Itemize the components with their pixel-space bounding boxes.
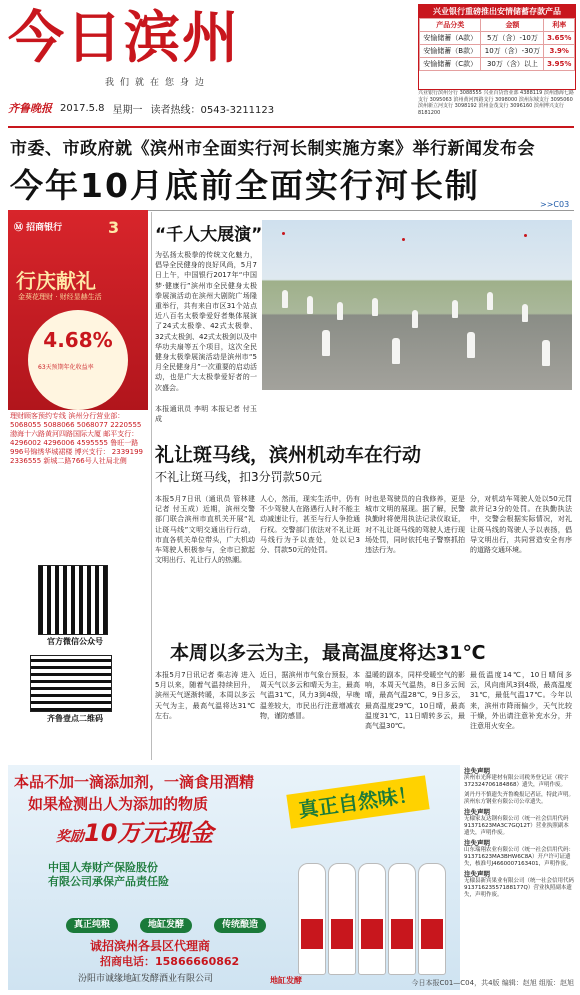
story1-credit: 本报通讯员 李明 本报记者 付玉成 [155,405,257,424]
notice-text: 山东瑞翔农业有限公司（统一社会信用代码：91371623MA3BHW6C8A）开户许可证遗失，核准号J4660007163401，声明作废。 [464,847,574,867]
feature-pill: 传统酿造 [214,918,266,933]
story3-col4: 最低温度14℃，10日晴间多云，风向南风3到4级，最高温度31℃，最低气温17℃。今年以来，滨州市降雨偏少，天气比较干燥，外出请注意补充水分，并注意用火安全。 [470,671,572,731]
notice-text: 滨州市光辉建材有限公司税务登记证（税字372324706184868）遗失，声明作废。 [464,775,569,788]
rate-ad-title: 兴业银行重磅推出安情储蓄存款产品 [419,5,575,18]
agent-recruit: 诚招滨州各县区代理商 [90,939,211,953]
story3-title: 本周以多云为主，最高温度将达31℃ [170,642,486,664]
liquor-bottle-icon [358,863,386,975]
story2-col2: 人心，然而，现实生活中，仍有不少驾驶人在路遇行人时不能主动减速让行，甚至与行人争抢通行权。交警部门依法对不礼让斑马线行为予以查处，处以记3分、罚款50元的处罚。 [260,495,360,555]
rate-header-rate: 利率 [544,19,575,32]
column-divider [151,212,152,760]
story2-col4: 分，对机动车驾驶人处以50元罚款并记3分的处罚。在执勤执法中，交警会根据实际情况，对礼让斑马线的驾驶人予以表扬，倡导文明出行，共同营造安全有序的道路交通环境。 [470,495,572,555]
anniversary-badge: 3 [108,218,120,237]
rate-row [420,45,575,58]
liquor-maker: 汾阳市诚缘地缸发酵酒业有限公司 [78,974,214,984]
feature-pill: 地缸发酵 [140,918,192,933]
rate-amount: 30万（含）以上 [481,58,544,71]
notice-text: 无棣县新宾果业有限公司（统一社会信用代码91371623557188177Q）营业执照副本遗失，声明作废。 [464,878,574,898]
performer-figure [542,340,550,366]
story3-col1: 本报5月7日讯记者 柴志涛 进入5月以来，随着气温持续回升，滨州天气逐渐转暖，本周以多云天气为主，最高气温将达31℃左右。 [155,671,255,720]
liquor-ad [8,765,460,990]
issue-weekday: 星期一 [112,104,143,116]
natural-taste-banner: 真正自然味！ [286,775,429,828]
rate-table [419,18,575,71]
bank-ad-title: 行庆献礼 [16,269,96,293]
performer-figure [487,292,493,310]
rate-value: 3.95% [544,58,575,71]
story3-col3: 温暖的副本，同样受暖空气的影响，本周天气温热，8日多云间晴，最高气温28℃，9日多云，最高温度29℃，10日晴，最高温度31℃，11日晴转多云，最高气温30℃。 [365,671,465,731]
bank-logo-icon: Ⓜ [14,223,27,233]
bank-ad-contacts: 理财顾客预约专线 滨州分行营业部： 5068055 5088066 5068077 2220555 渤海十六路黄河四路国际大厦 邮平支行： 4296002 4296006 4595555 鲁旺一路996号锦绣华城裙楼 博兴支行： 2339199 2336555 新城二路766号人社局北侧 [10,412,143,465]
performer-figure [372,298,378,316]
insurer-line1: 中国人寿财产保险股份 [48,861,158,874]
bottle-label [421,919,443,949]
bottle-label [331,919,353,949]
lead-kicker: 市委、市政府就《滨州市全面实行河长制实施方案》举行新闻发布会 [10,139,535,159]
performer-figure [467,332,475,358]
tai-chi-photo [262,220,572,390]
bottle-label [361,919,383,949]
liquor-bottle-icon [298,863,326,975]
liquor-ad-line2: 如果检测出人为添加的物质 [28,795,209,813]
rate-header-amount: 金额 [481,19,544,32]
rate-value: 3.65% [544,32,575,45]
story1-body: 为弘扬太极拳的传统文化魅力，倡导全民健身的良好风尚，5月7日上午，中国银行2017年“中国梦·健康行”滨州市全民健身太极拳展演活动在滨州大剧院广场隆重举行，共有来自市区31个站点近八百名太极拳爱好者集体展演了24式太极拳、42式太极拳、32式太极剑、42式太极剑以及中华功夫扇等五个项目，这次全民健身太极拳展演活动是滨州市“5月全民健身月”一次重要的启动活动，也是广大太极拳爱好者的一次盛会。 [155,251,257,392]
notice-text: 无棣家友达钢有限公司（统一社会信用代码91371623MA3C7GQ12T）营业执照副本遗失，声明作废。 [464,816,569,836]
feature-pill: 真正纯粮 [66,918,118,933]
story2-subtitle: 不礼让斑马线，扣3分罚款50元 [155,470,322,484]
performer-figure [412,310,418,328]
bottle-label-text: 地缸发酵 [270,976,302,985]
page-footer: 今日本报C01—C04，共4版 编辑：赵旭 组版：赵旭 [411,979,574,987]
rate-header-product: 产品分类 [420,19,481,32]
story1-title: “千人大展演” [155,225,263,245]
lantern-icon [282,232,285,235]
story2-title: 礼让斑马线，滨州机动车在行动 [155,444,422,466]
lantern-icon [402,238,405,241]
performer-figure [392,338,400,364]
insurer-line2: 有限公司承保产品责任险 [48,875,169,888]
story3-col2: 近日，据滨州市气象台预报，本周天气以多云和晴天为主，最高气温31℃，风力3到4级，早晚温差较大，市民出行注意增减衣物，谨防感冒。 [260,671,360,720]
rate-row [420,58,575,71]
performer-figure [337,302,343,320]
prize-prefix: 奖励 [56,829,84,845]
bottle-label [391,919,413,949]
bank-ad [8,210,148,410]
story2-col3: 时也是驾驶员的自我修养，更是城市文明的展现。据了解，民警执勤时将使用执法记录仪取证，对不礼让斑马线的驾驶人进行现场处罚，同时依托电子警察抓拍违法行为。 [365,495,465,555]
performer-figure [452,300,458,318]
liquor-ad-line1: 本品不加一滴添加剂，一滴食用酒精 [14,773,255,791]
rate-value: 3.9% [544,45,575,58]
liquor-bottle-icon [388,863,416,975]
bank-ad-rate-note: 63天预期年化收益率 [38,364,94,371]
performer-figure [282,290,288,308]
lead-jump-link[interactable]: >>C03 [540,200,570,209]
lead-headline: 今年10月底前全面实行河长制 [10,166,480,205]
agent-phone: 招商电话：15866660862 [100,955,240,968]
qilu-qr-caption: 齐鲁壹点二维码 [47,714,103,723]
rate-product: 安愉储蓄（C款） [420,58,481,71]
story2-col1: 本报5月7日讯（通讯员 管林建 记者 付玉成）近期，滨州交警部门联合滨州市直机关开展“礼让斑马线”文明交通出行行动，市直各机关单位带头，广大机动车驾驶人积极参与，全市已掀起文明出行、礼让行人的热潮。 [155,495,255,565]
performer-figure [522,304,528,322]
rate-product: 安愉储蓄（A款） [420,32,481,45]
bank-ad-rate: 4.68% [28,310,128,410]
rate-amount: 5万（含）-10万 [481,32,544,45]
branch-phone-list: 兴业银行滨州分行 3088555 兴业百货营业部 4388119 滨州渤海七路支行 3095063 滨州黄河四路支行 3098000 滨州东城支行 3095060 滨州新立河支行 3098192 滨州金茂支行 3096160 滨州博兴支行 8181200 [418,90,574,116]
bottle-label [301,919,323,949]
rate-product: 安愉储蓄（B款） [420,45,481,58]
notice-heading: 注失声明 [464,870,490,878]
insurer-text [48,861,169,889]
bank-logo [14,220,62,233]
lantern-icon [524,234,527,237]
performer-figure [307,296,313,314]
notice-heading: 注失声明 [464,808,490,816]
brand-name: 齐鲁晚报 [8,102,52,115]
notice-heading: 注失声明 [464,839,490,847]
masthead-title: 今日滨州 [8,6,240,71]
qilu-qr-code[interactable] [30,655,112,712]
rate-amount: 10万（含）-30万 [481,45,544,58]
liquor-ad-prize [56,813,213,848]
wechat-qr-code[interactable] [38,565,108,635]
reader-hotline: 读者热线：0543-3211123 [150,104,275,116]
wechat-qr-caption: 官方微信公众号 [47,637,103,646]
bank-logo-text: 招商银行 [26,223,63,233]
performer-figure [322,330,330,356]
masthead-slogan: 我们就在您身边 [105,78,211,88]
deposit-rate-ad [418,4,576,90]
issue-date: 2017.5.8 [60,102,105,114]
masthead-divider [8,126,574,128]
rate-row [420,32,575,45]
notice-text: 刘丹丹不慎遗失齐鲁晚报记者证，特此声明。滨州东方钢业有限公司公章遗失。 [464,792,574,805]
notices-column [464,765,574,975]
liquor-bottle-icon [328,863,356,975]
issue-info-bar [8,100,408,116]
prize-amount: 10万元现金 [84,819,214,847]
liquor-bottle-icon [418,863,446,975]
notice-heading: 注失声明 [464,767,490,775]
bank-ad-subtitle: 金葵花理财 · 财经显赫生活 [18,293,102,301]
